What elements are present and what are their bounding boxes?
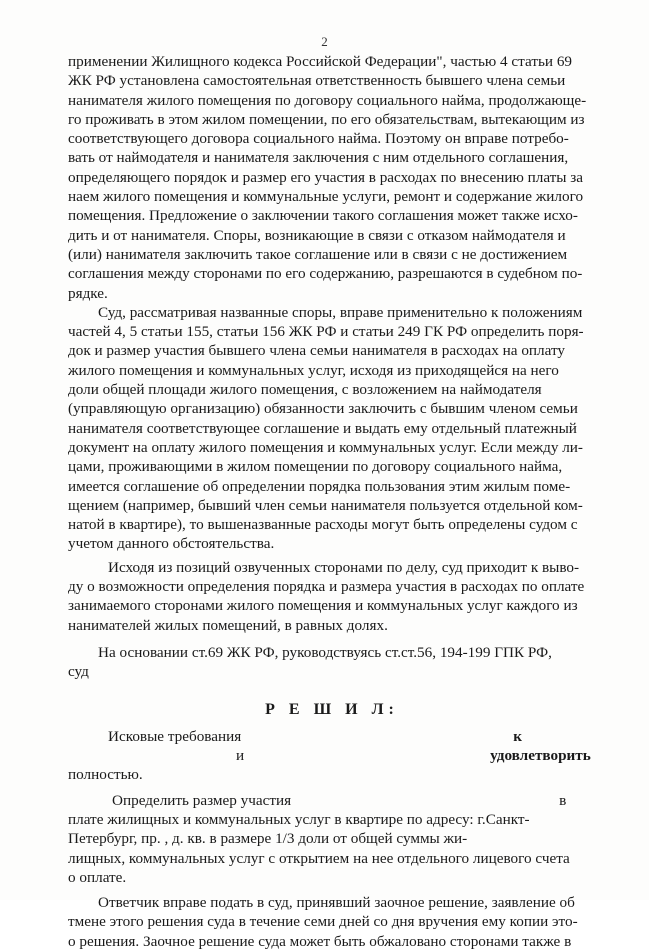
text-line: нанимателей жилых помещений, в равных долях. (68, 616, 388, 634)
text-line: соответствующего договора социального найма. Поэтому он вправе потребо- (68, 130, 569, 148)
decision-paragraph-1 (68, 727, 596, 785)
text-line: рядке. (68, 284, 108, 302)
decision-text: удовлетворить (490, 747, 591, 765)
paragraph-3 (68, 558, 596, 635)
text-line: полностью. (68, 766, 143, 784)
text-line: натой в квартире), то вышеназванные расходы могут быть определены судом с (68, 516, 578, 534)
paragraph-2 (68, 303, 596, 554)
text-line: щением (например, бывший член семьи нанимателя пользуется отдельной ком- (68, 496, 583, 514)
page-number: 2 (321, 34, 328, 49)
text-line: вать от наймодателя и нанимателя заключения с ним отдельного соглашения, (68, 149, 569, 167)
text-line: имеется соглашение об определении порядка пользования этим жилым поме- (68, 477, 571, 495)
text-line: Ответчик вправе подать в суд, принявший заочное решение, заявление об (98, 894, 575, 912)
decision-text: и (236, 747, 245, 765)
text-line: цами, проживающими в жилом помещении по договору социального найма, (68, 458, 563, 476)
text-line: помещения. Предложение о заключении такого соглашения может также исхо- (68, 207, 578, 225)
document-body (68, 52, 596, 951)
text-line: На основании ст.69 ЖК РФ, руководствуясь ст.ст.56, 194-199 ГПК РФ, (98, 643, 552, 661)
text-line: определяющего порядок и размер его участия в расходах по внесению платы за (68, 168, 584, 186)
text-line: наем жилого помещения и коммунальные услуги, ремонт и содержание жилого (68, 188, 584, 206)
text-line: ду о возможности определения порядка и размера участия в расходах по оплате (68, 578, 585, 596)
text-line (68, 727, 596, 746)
text-line: Суд, рассматривая названные споры, вправе применительно к положениям (98, 303, 583, 321)
decision-heading: Р Е Ш И Л: (265, 700, 399, 718)
text-line: нанимателя жилого помещения по договору социального найма, продолжающе- (68, 91, 587, 109)
text-line: о решения. Заочное решение суда может быть обжаловано сторонами также в (68, 932, 572, 950)
paragraph-4 (68, 643, 596, 682)
text-line: тмене этого решения суда в течение семи дней со дня вручения ему копии это- (68, 913, 578, 931)
text-line: суд (68, 663, 89, 681)
text-line: ЖК РФ установлена самостоятельная ответственность бывшего члена семьи (68, 72, 566, 90)
decision-text: Определить размер участия (112, 791, 292, 809)
text-line: плате жилищных и коммунальных услуг в квартире по адресу: г.Санкт- (68, 810, 530, 828)
text-line: документ на оплату жилого помещения и коммунальных услуг. Если между ли- (68, 438, 583, 456)
text-line: занимаемого сторонами жилого помещения и коммунальных услуг каждого из (68, 597, 578, 615)
decision-text: Исковые требования (108, 727, 242, 745)
text-line: дить и от нанимателя. Споры, возникающие в связи с отказом наймодателя и (68, 226, 566, 244)
text-line: о оплате. (68, 868, 127, 886)
text-line: Петербург, пр. , д. кв. в размере 1/3 доли от общей суммы жи- (68, 830, 468, 848)
text-line: частей 4, 5 статьи 155, статьи 156 ЖК РФ и статьи 249 ГК РФ определить поря- (68, 323, 584, 341)
paragraph-1 (68, 52, 596, 303)
text-line (68, 746, 596, 765)
text-line: применении Жилищного кодекса Российской Федерации", частью 4 статьи 69 (68, 53, 573, 70)
decision-text: к (513, 727, 523, 745)
text-line: лищных, коммунальных услуг с открытием на нее отдельного лицевого счета (68, 849, 570, 867)
decision-paragraph-2 (68, 791, 596, 887)
text-line: (или) нанимателя заключить такое соглашение или в связи с не достижением (68, 245, 568, 263)
decision-text: в (559, 791, 567, 809)
text-line: док и размер участия бывшего члена семьи нанимателя в расходах на оплату (68, 342, 566, 360)
decision-paragraph-3 (68, 893, 596, 951)
text-line: нанимателя соответствующее соглашение и выдать ему отдельный платежный (68, 419, 577, 437)
text-line: соглашения между сторонами по его содержанию, разрешаются в судебном по- (68, 265, 583, 283)
text-line: доли общей площади жилого помещения, с возложением на наймодателя (68, 381, 542, 399)
text-line: Исходя из позиций озвученных сторонами по делу, суд приходит к выво- (108, 558, 580, 576)
text-line: го проживать в этом жилом помещении, по его обязательствам, вытекающим из (68, 110, 585, 128)
text-line: учетом данного обстоятельства. (68, 535, 275, 553)
text-line: жилого помещения и коммунальных услуг, исходя из приходящейся на него (68, 361, 559, 379)
text-line (68, 791, 596, 810)
text-line: (управляющую организацию) обязанности заключить с бывшим членом семьи (68, 400, 578, 418)
